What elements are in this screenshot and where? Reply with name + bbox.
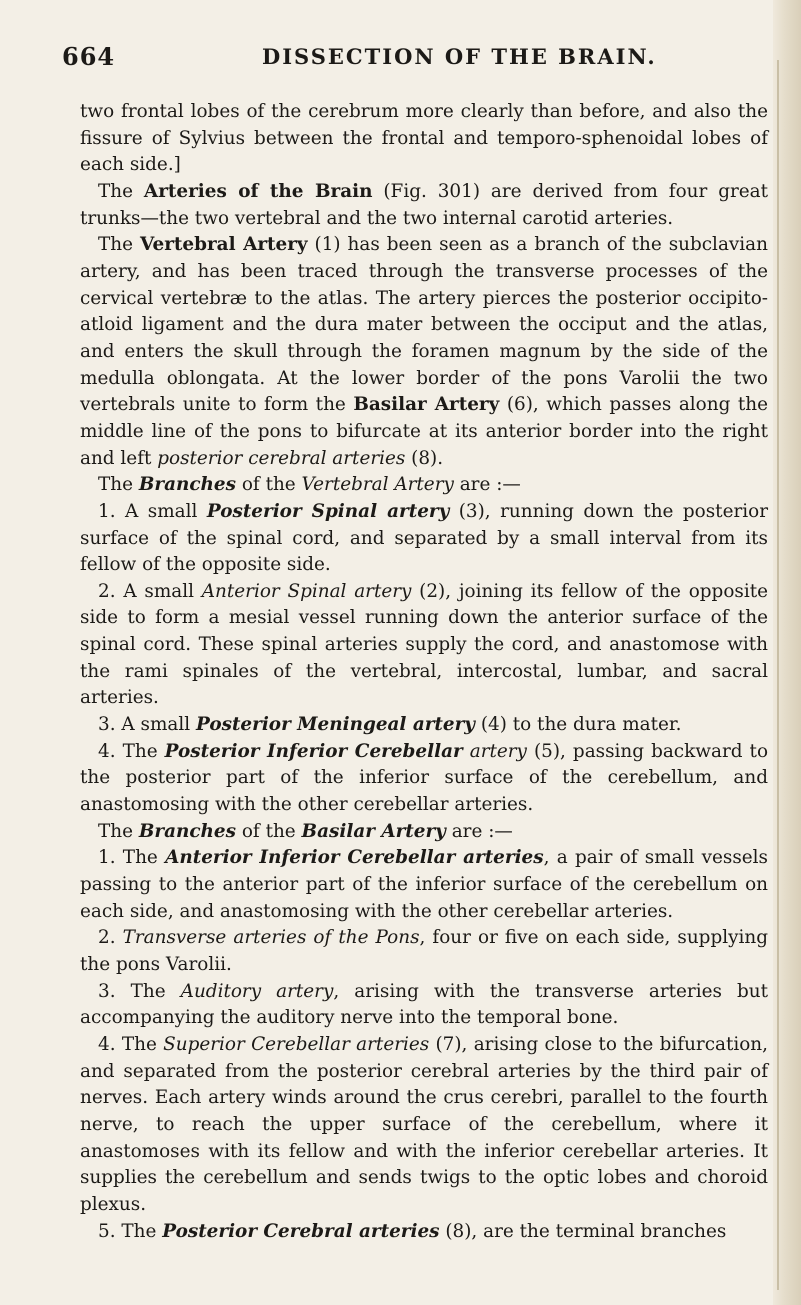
text-run: of the [236,820,302,842]
emphasized-term: Branches [138,820,236,842]
paragraph [80,232,768,472]
page-header [62,42,752,78]
gutter-shadow-line [777,60,779,1290]
paragraph [80,1219,768,1246]
text-run: are :— [445,820,513,842]
page-number: 664 [62,42,116,71]
running-head: DISSECTION OF THE BRAIN. [262,44,657,69]
text-run: (5), passing backward to the posterior part of the inferior surface of the cerebellum, and anastomosing with the other cerebellar arteries. [80,740,769,816]
emphasized-term: Branches [138,474,236,496]
text-run: The [98,820,139,842]
emphasized-term: Basilar Artery [301,820,446,842]
paragraph [80,845,768,925]
emphasized-term: Auditory artery [180,980,334,1002]
text-run: 4. The [98,1033,164,1055]
paragraph [80,499,768,579]
text-run: The [98,180,144,202]
text-run: (Fig. 301) are derived from four great trunks—the two vertebral and the two internal carotid arteries. [80,180,769,229]
text-run [463,741,470,762]
paragraph [80,99,768,179]
paragraph [80,979,768,1032]
emphasized-term: Basilar Artery [353,394,500,416]
body-text [80,99,768,1245]
text-run: (8), are the terminal branches [439,1220,727,1242]
paragraph [80,179,768,232]
text-run: , a pair of small vessels passing to the anterior part of the inferior surface of the cerebellum on each side, and anastomosing with the other cerebellar arteries. [80,847,768,922]
emphasized-term: Anterior Spinal artery [201,580,412,602]
text-run: 3. A small [98,714,196,736]
paragraph [80,925,768,978]
text-run: The [98,474,139,496]
paragraph [80,472,768,499]
text-run: , arising with the transverse arteries but accompanying the auditory nerve into the temporal bone. [80,980,768,1029]
text-run: two frontal lobes of the cerebrum more clearly than before, and also the fissure of Sylvius between the frontal and temporo-sphenoidal lobes of each side.] [80,101,768,176]
text-run: 4. The [98,740,165,762]
emphasized-term: Superior Cerebellar arteries [163,1033,430,1055]
text-run: The [98,234,140,256]
text-run: , four or five on each side, supplying the pons Varolii. [80,927,769,975]
emphasized-term: posterior cerebral arteries [157,447,406,469]
emphasized-term: Posterior Meningeal artery [195,714,475,736]
text-run: (6), which passes along the middle line of the pons to bifurcate at its anterior border into the right and left [80,394,768,469]
text-run: (2), joining its fellow of the opposite side to form a mesial vessel running down the anterior surface of the spinal cord. These spinal arteries supply the cord, and anastomose with the rami spinales of the vertebral, intercostal, lumbar, and sacral arteries. [80,580,768,709]
emphasized-term: Transverse arteries of the Pons [122,927,420,949]
emphasized-term: Posterior Spinal artery [206,500,450,522]
text-run: 1. A small [98,500,207,522]
text-run: (3), running down the posterior surface of the spinal cord, and separated by a small interval from its fellow of the opposite side. [80,500,768,576]
emphasized-term: artery [469,740,527,762]
emphasized-term: Anterior Inferior Cerebellar arteries [165,847,544,869]
emphasized-term: Posterior Inferior Cerebellar [164,740,463,762]
text-run: 5. The [98,1220,163,1242]
text-run: of the [236,474,302,496]
paragraph [80,579,768,712]
emphasized-term: Vertebral Artery [139,234,308,256]
text-run: (7), arising close to the bifurcation, and separated from the posterior cerebral arteries by the third pair of nerves. Each artery winds around the crus cerebri, parallel to the fourth nerve, to reach the upper surface of the cerebellum, where it anastomoses with its fellow and with the inferior cerebellar arteries. It supplies the cerebellum and sends twigs to the optic lobes and choroid plexus. [80,1033,768,1215]
paragraph [80,739,768,819]
text-run: 3. The [98,980,181,1002]
paragraph [80,1032,768,1219]
text-run: 1. The [98,847,166,869]
text-run: (4) to the dura mater. [475,714,682,736]
emphasized-term: Vertebral Artery [301,474,454,496]
text-run: (1) has been seen as a branch of the subclavian artery, and has been traced through the transverse processes of the cervical vertebræ to the atlas. The artery pierces the posterior occipito-atloid ligament and the dura mater between the occiput and the atlas, and enters the skull through the foramen magnum by the side of the medulla oblongata. At the lower border of the pons Varolii the two vertebrals unite to form the [80,234,768,416]
emphasized-term: Arteries of the Brain [143,180,373,202]
text-run: 2. A small [98,580,202,602]
text-run: (8). [405,447,444,469]
paragraph [80,712,768,739]
emphasized-term: Posterior Cerebral arteries [162,1220,440,1242]
text-run: are :— [453,474,521,496]
text-run: 2. [98,927,123,949]
paragraph [80,819,768,846]
